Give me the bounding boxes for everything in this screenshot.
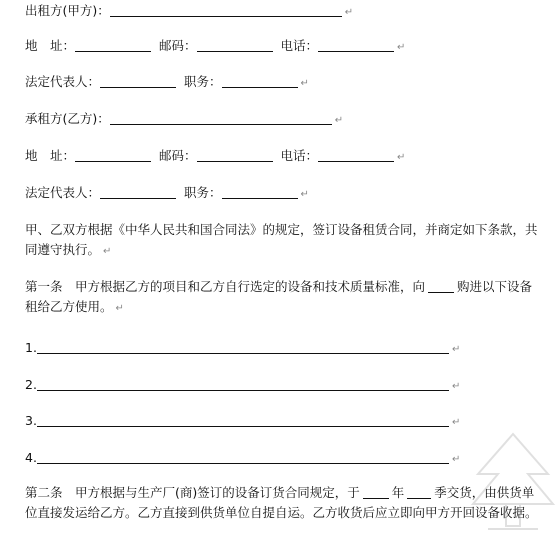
paragraph-mark: ↵ — [451, 454, 461, 465]
item-blank[interactable] — [37, 414, 449, 427]
equipment-item — [25, 450, 460, 468]
lessee-label: 承租方(乙方)： — [25, 111, 110, 126]
lessee-address-line — [25, 148, 405, 166]
paragraph-mark: ↵ — [103, 246, 112, 257]
paragraph-mark: ↵ — [334, 115, 344, 126]
rep-label: 法定代表人： — [25, 185, 101, 200]
paragraph-mark: ↵ — [300, 78, 309, 89]
paragraph-mark: ↵ — [344, 7, 354, 18]
lessee-name-blank[interactable] — [110, 112, 332, 125]
item-number: 1. — [25, 340, 37, 355]
postcode-blank[interactable] — [197, 39, 273, 52]
paragraph-mark: ↵ — [300, 189, 309, 200]
equipment-item — [25, 413, 460, 431]
article-1 — [25, 277, 543, 319]
lessee-line — [25, 111, 343, 129]
rep-blank[interactable] — [100, 186, 176, 199]
rep-label: 法定代表人： — [25, 74, 101, 89]
item-blank[interactable] — [37, 341, 449, 354]
position-blank[interactable] — [222, 75, 298, 88]
intro-paragraph — [25, 220, 543, 262]
postcode-label: 邮码： — [159, 148, 197, 163]
lessor-label: 出租方(甲方)： — [25, 3, 110, 18]
lessee-rep-line — [25, 185, 309, 203]
address-blank[interactable] — [75, 39, 151, 52]
watermark-logo-icon — [468, 429, 558, 539]
article-2-text-part2: 季交货，由供货单位直接发运给乙方。乙方直接到供货单位自提自运。乙方收货后应立即向甲方开回设备收据。 — [25, 485, 538, 520]
postcode-label: 邮码： — [159, 38, 197, 53]
item-number: 3. — [25, 413, 37, 428]
item-blank[interactable] — [37, 451, 449, 464]
phone-label: 电话： — [280, 148, 319, 163]
equipment-item — [25, 377, 460, 395]
paragraph-mark: ↵ — [115, 303, 124, 314]
postcode-blank[interactable] — [197, 149, 273, 162]
address-blank[interactable] — [75, 149, 151, 162]
lessor-address-line — [25, 38, 405, 56]
article-2-text-part1: 第二条 甲方根据与生产厂(商)签订的设备订货合同规定，于 — [25, 485, 360, 500]
position-label: 职务： — [184, 185, 222, 200]
paragraph-mark: ↵ — [451, 417, 461, 428]
address-label: 地 址： — [25, 148, 76, 163]
lessor-name-blank[interactable] — [110, 4, 342, 17]
year-label: 年 — [391, 485, 405, 500]
paragraph-mark: ↵ — [451, 381, 461, 392]
item-blank[interactable] — [37, 378, 449, 391]
lessor-line — [25, 3, 353, 21]
phone-blank[interactable] — [318, 39, 394, 52]
year-blank[interactable] — [363, 486, 389, 499]
paragraph-mark: ↵ — [397, 152, 406, 163]
phone-blank[interactable] — [318, 149, 394, 162]
address-label: 地 址： — [25, 38, 76, 53]
supplier-blank[interactable] — [428, 280, 454, 293]
position-label: 职务： — [184, 74, 222, 89]
item-number: 4. — [25, 450, 37, 465]
paragraph-mark: ↵ — [397, 42, 406, 53]
article-1-text-after: 购进以下设备租给乙方使用。 — [25, 279, 533, 314]
lessor-rep-line — [25, 74, 309, 92]
phone-label: 电话： — [280, 38, 319, 53]
intro-text: 甲、乙双方根据《中华人民共和国合同法》的规定，签订设备租赁合同，并商定如下条款，共同遵守执行。 — [25, 222, 538, 257]
position-blank[interactable] — [222, 186, 298, 199]
equipment-item — [25, 340, 460, 358]
item-number: 2. — [25, 377, 37, 392]
rep-blank[interactable] — [100, 75, 176, 88]
quarter-blank[interactable] — [407, 486, 431, 499]
paragraph-mark: ↵ — [451, 344, 461, 355]
article-1-text-before: 第一条 甲方根据乙方的项目和乙方自行选定的设备和技术质量标准，向 — [25, 279, 426, 294]
article-2 — [25, 483, 543, 523]
